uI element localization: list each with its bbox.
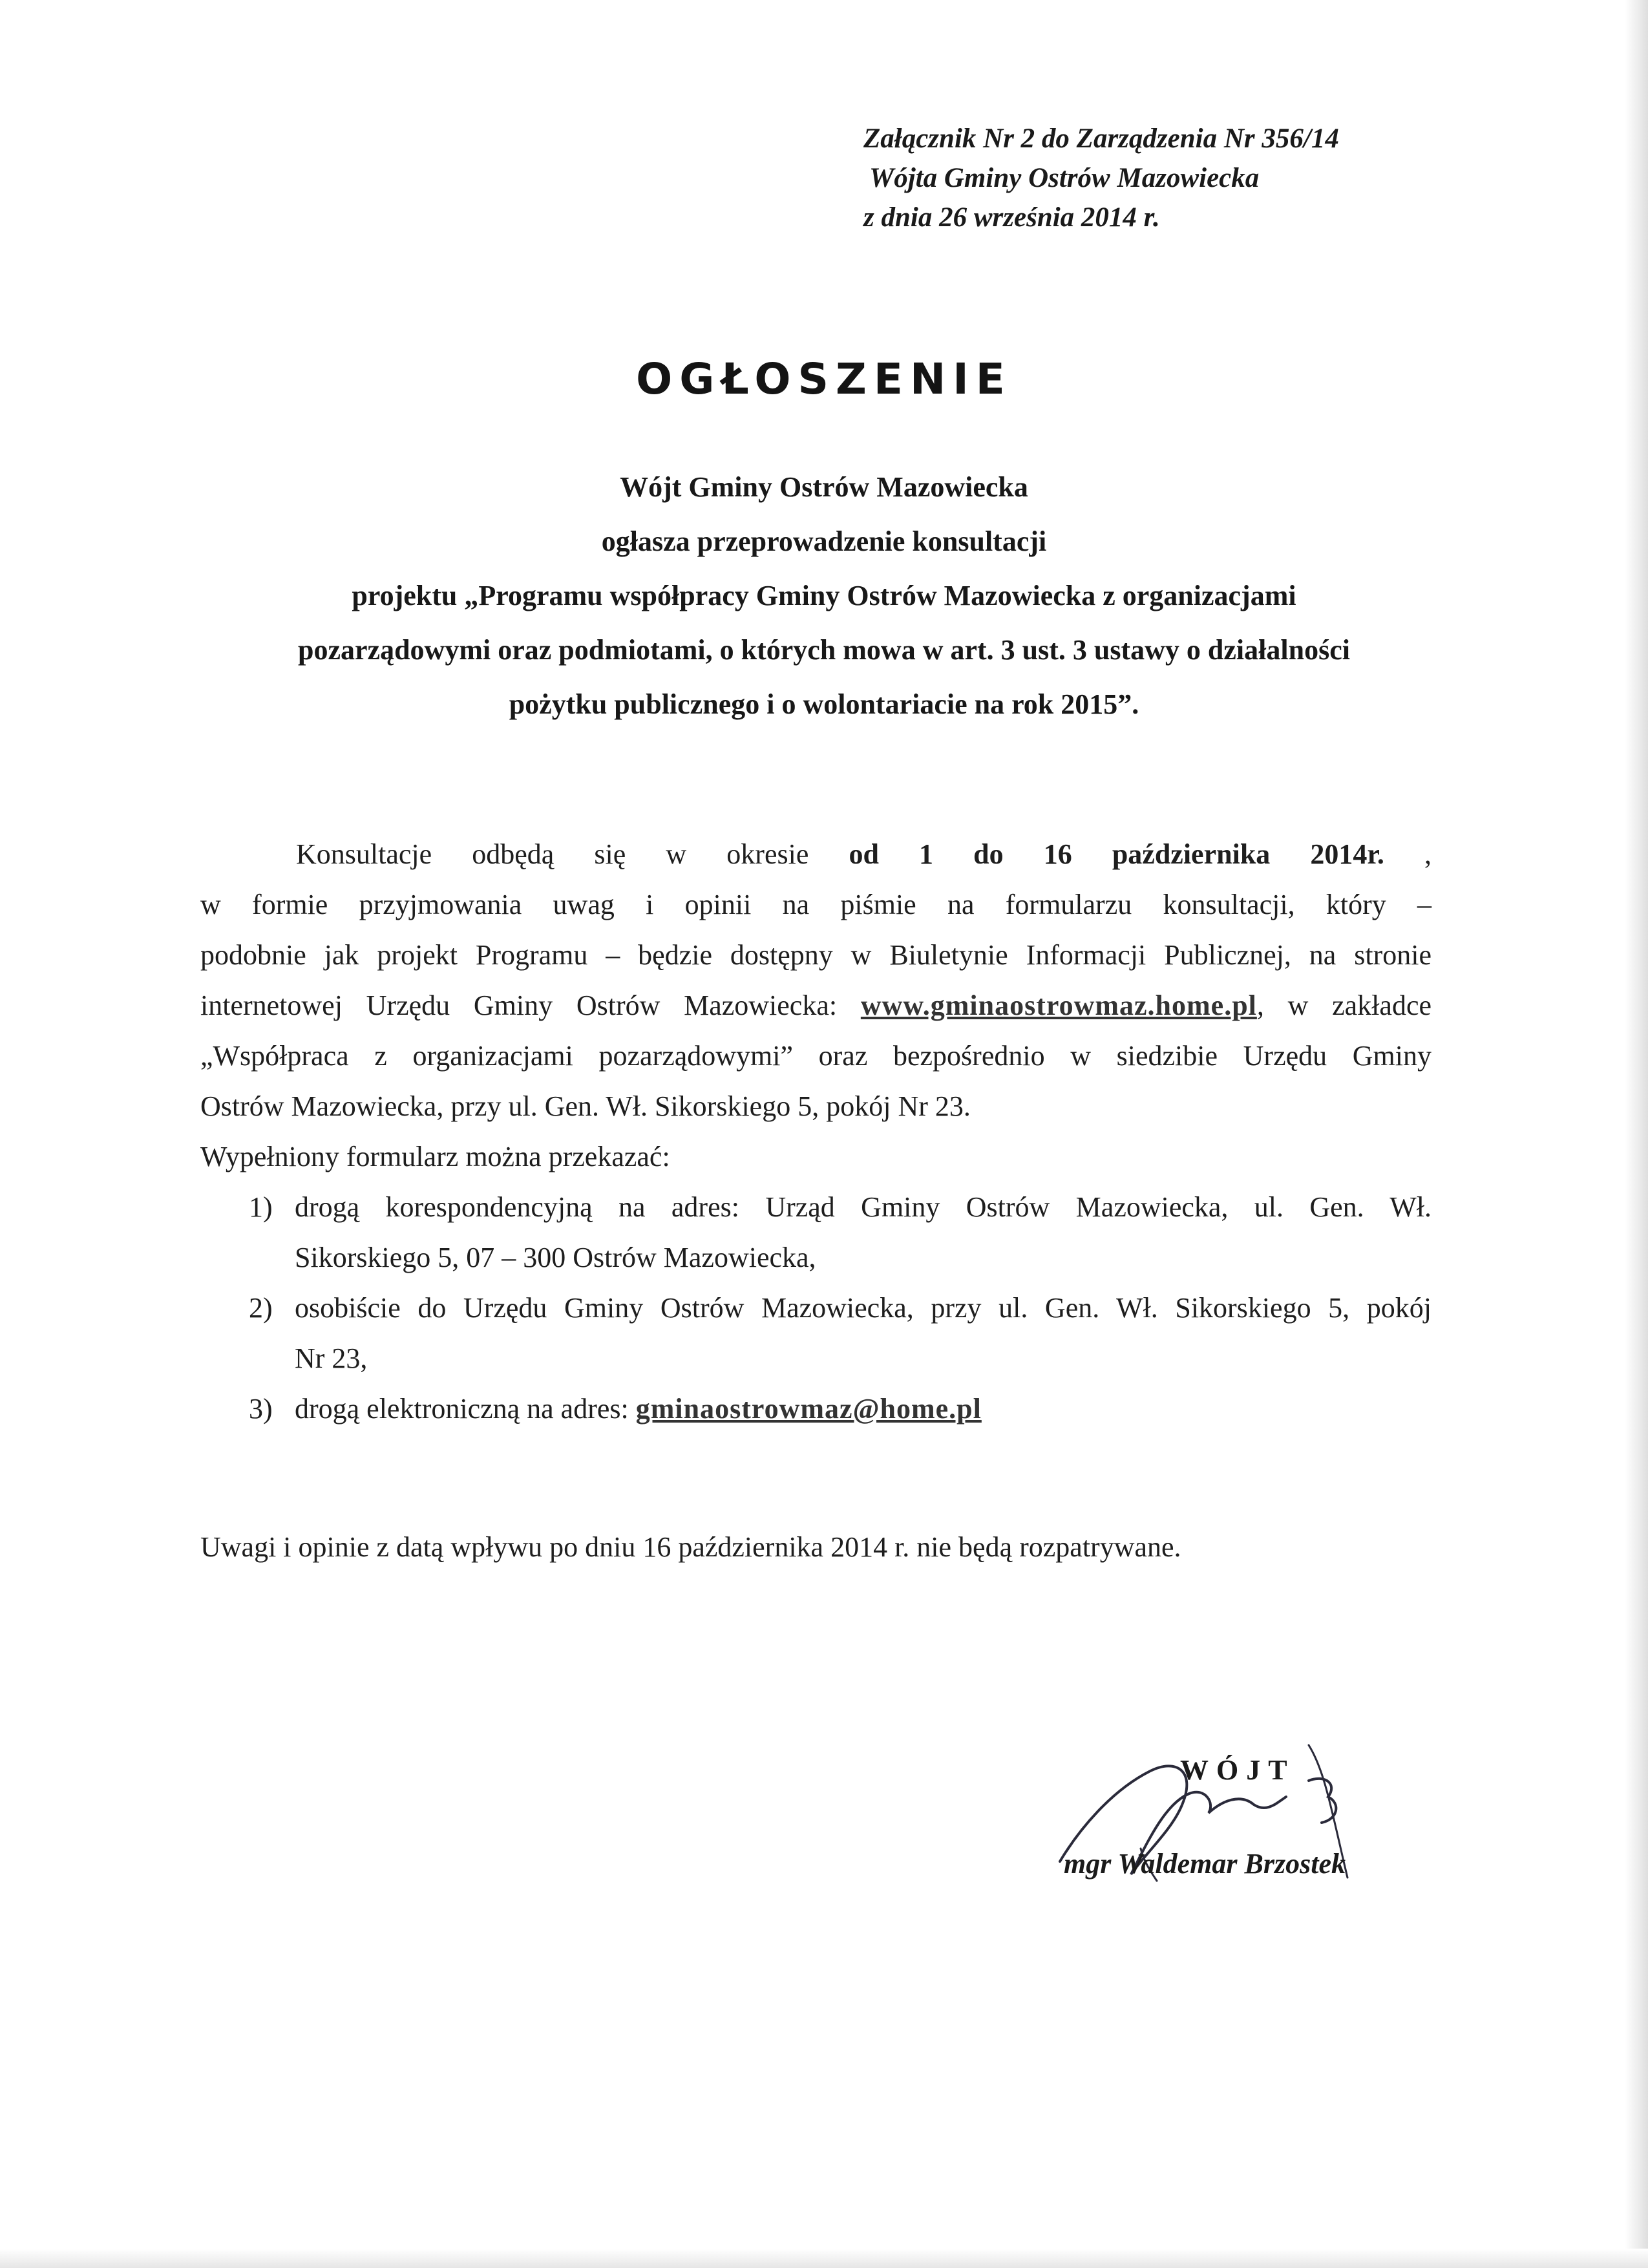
signatory-name: mgr Waldemar Brzostek bbox=[1064, 1848, 1346, 1880]
consultation-period: od 1 do 16 października 2014r. bbox=[849, 838, 1384, 870]
body-text-span: drogą elektroniczną na adres: bbox=[295, 1393, 629, 1425]
body-line: podobnie jak projekt Programu – będzie dostępny w Biuletynie Informacji Publicznej, na stronie bbox=[200, 939, 1431, 971]
body-line: Ostrów Mazowiecka, przy ul. Gen. Wł. Sikorskiego 5, pokój Nr 23. bbox=[200, 1090, 971, 1122]
body-line: Wypełniony formularz można przekazać: bbox=[200, 1141, 670, 1172]
list-item bbox=[200, 1182, 1431, 1283]
body-line bbox=[200, 829, 1431, 880]
intro-line: ogłasza przeprowadzenie konsultacji bbox=[601, 525, 1047, 557]
list-line bbox=[295, 1384, 1431, 1434]
body-line bbox=[200, 980, 1431, 1031]
body-text-span: , w zakładce bbox=[1256, 990, 1431, 1021]
scan-edge bbox=[0, 2249, 1648, 2268]
reference-line: Załącznik Nr 2 do Zarządzenia Nr 356/14 bbox=[863, 123, 1339, 154]
signatory-title: WÓJT bbox=[1180, 1754, 1295, 1786]
scan-edge bbox=[1625, 0, 1648, 2268]
attachment-reference bbox=[863, 119, 1510, 237]
reference-line: Wójta Gminy Ostrów Mazowiecka bbox=[869, 163, 1260, 193]
body-line: w formie przyjmowania uwag i opinii na piśmie na formularzu konsultacji, który – bbox=[200, 889, 1431, 920]
body-text-span: , bbox=[1424, 838, 1431, 870]
intro-block bbox=[213, 460, 1435, 732]
body-text-span: Konsultacje odbędą się w okresie bbox=[296, 838, 809, 870]
intro-line: projektu „Programu współpracy Gminy Ostrów Mazowiecka z organizacjami bbox=[352, 580, 1296, 611]
closing-note: Uwagi i opinie z datą wpływu po dniu 16 października 2014 r. nie będą rozpatrywane. bbox=[200, 1531, 1181, 1563]
list-line: Sikorskiego 5, 07 – 300 Ostrów Mazowiecka, bbox=[295, 1242, 816, 1273]
list-number: 1) bbox=[249, 1191, 273, 1223]
list-number: 3) bbox=[249, 1393, 273, 1425]
intro-line: pożytku publicznego i o wolontariacie na rok 2015”. bbox=[509, 688, 1139, 720]
body-line: „Współpraca z organizacjami pozarządowymi” oraz bezpośrednio w siedzibie Urzędu Gminy bbox=[200, 1040, 1431, 1072]
submission-methods-list bbox=[200, 1182, 1431, 1434]
list-number: 2) bbox=[249, 1292, 273, 1324]
intro-line: Wójt Gminy Ostrów Mazowiecka bbox=[620, 471, 1028, 503]
list-line: Nr 23, bbox=[295, 1342, 368, 1374]
list-line: osobiście do Urzędu Gminy Ostrów Mazowiecka, przy ul. Gen. Wł. Sikorskiego 5, pokój bbox=[295, 1292, 1431, 1324]
announcement-title: OGŁOSZENIE bbox=[636, 354, 1012, 404]
list-item bbox=[200, 1283, 1431, 1384]
body-text bbox=[200, 829, 1431, 1434]
list-item bbox=[200, 1384, 1431, 1434]
reference-line: z dnia 26 września 2014 r. bbox=[863, 202, 1160, 233]
email-link[interactable]: gminaostrowmaz@home.pl bbox=[635, 1393, 982, 1425]
intro-line: pozarządowymi oraz podmiotami, o których mowa w art. 3 ust. 3 ustawy o działalności bbox=[298, 634, 1350, 666]
website-link[interactable]: www.gminaostrowmaz.home.pl bbox=[860, 990, 1257, 1021]
body-text-span: internetowej Urzędu Gminy Ostrów Mazowiecka: bbox=[200, 990, 838, 1021]
list-line: drogą korespondencyjną na adres: Urząd Gminy Ostrów Mazowiecka, ul. Gen. Wł. bbox=[295, 1191, 1431, 1223]
